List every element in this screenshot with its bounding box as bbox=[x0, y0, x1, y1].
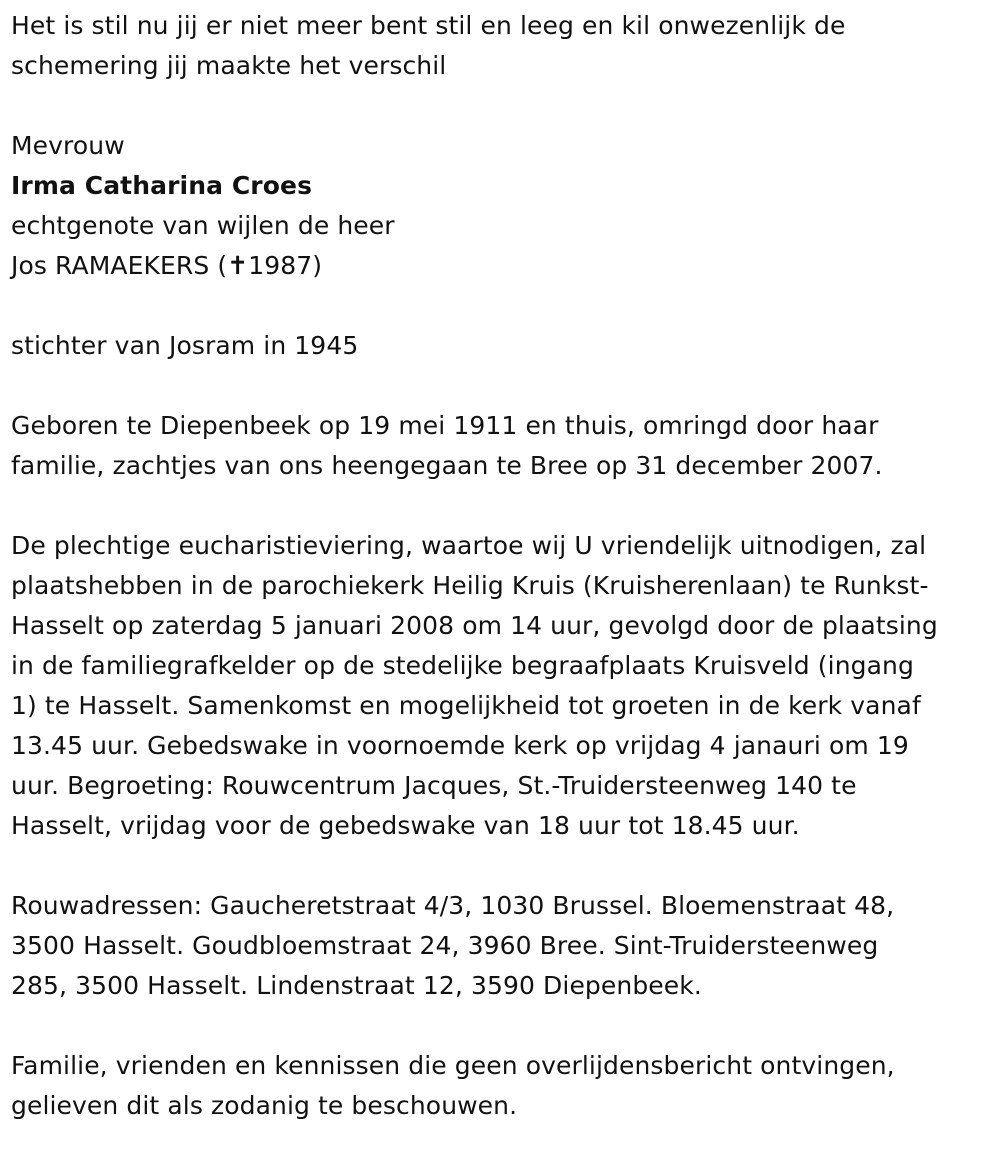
poem bbox=[11, 6, 991, 86]
text-line: Rouwadressen: Gaucheretstraat 4/3, 1030 Brussel. Bloemenstraat 48, bbox=[11, 891, 895, 920]
person-name: Irma Catharina Croes bbox=[11, 171, 313, 200]
text-line: in de familiegrafkelder op de stedelijke begraafplaats Kruisveld (ingang bbox=[11, 651, 914, 680]
person-block bbox=[11, 126, 991, 286]
text-line: plaatshebben in de parochiekerk Heilig Kruis (Kruisherenlaan) te Runkst- bbox=[11, 571, 929, 600]
spacer bbox=[11, 86, 991, 126]
text-line: gelieven dit als zodanig te beschouwen. bbox=[11, 1091, 518, 1120]
spacer bbox=[11, 286, 991, 326]
obituary-document bbox=[11, 6, 991, 1126]
spacer bbox=[11, 846, 991, 886]
text-line: 1) te Hasselt. Samenkomst en mogelijkheid tot groeten in de kerk vanaf bbox=[11, 691, 921, 720]
text-line: 13.45 uur. Gebedswake in voornoemde kerk op vrijdag 4 janauri om 19 bbox=[11, 731, 909, 760]
text-line: Hasselt, vrijdag voor de gebedswake van 18 uur tot 18.45 uur. bbox=[11, 811, 800, 840]
ceremony-paragraph bbox=[11, 526, 991, 846]
person-relation: echtgenote van wijlen de heer bbox=[11, 211, 395, 240]
spacer bbox=[11, 486, 991, 526]
closing-paragraph bbox=[11, 1046, 991, 1126]
spouse-name: Jos RAMAEKERS (✝1987) bbox=[11, 251, 323, 280]
text-line: 285, 3500 Hasselt. Lindenstraat 12, 3590 Diepenbeek. bbox=[11, 971, 702, 1000]
spacer bbox=[11, 1006, 991, 1046]
spacer bbox=[11, 366, 991, 406]
founder-line: stichter van Josram in 1945 bbox=[11, 331, 359, 360]
text-line: 3500 Hasselt. Goudbloemstraat 24, 3960 Bree. Sint-Truidersteenweg bbox=[11, 931, 879, 960]
addresses-paragraph bbox=[11, 886, 991, 1006]
text-line: familie, zachtjes van ons heengegaan te Bree op 31 december 2007. bbox=[11, 451, 883, 480]
text-line: Geboren te Diepenbeek op 19 mei 1911 en thuis, omringd door haar bbox=[11, 411, 879, 440]
poem-line: Het is stil nu jij er niet meer bent stil en leeg en kil onwezenlijk de bbox=[11, 11, 846, 40]
poem-line: schemering jij maakte het verschil bbox=[11, 51, 447, 80]
person-title: Mevrouw bbox=[11, 131, 125, 160]
text-line: uur. Begroeting: Rouwcentrum Jacques, St.-Truidersteenweg 140 te bbox=[11, 771, 857, 800]
text-line: Hasselt op zaterdag 5 januari 2008 om 14 uur, gevolgd door de plaatsing bbox=[11, 611, 938, 640]
text-line: Familie, vrienden en kennissen die geen overlijdensbericht ontvingen, bbox=[11, 1051, 895, 1080]
birth-death-paragraph bbox=[11, 406, 991, 486]
text-line: De plechtige eucharistieviering, waartoe wij U vriendelijk uitnodigen, zal bbox=[11, 531, 927, 560]
